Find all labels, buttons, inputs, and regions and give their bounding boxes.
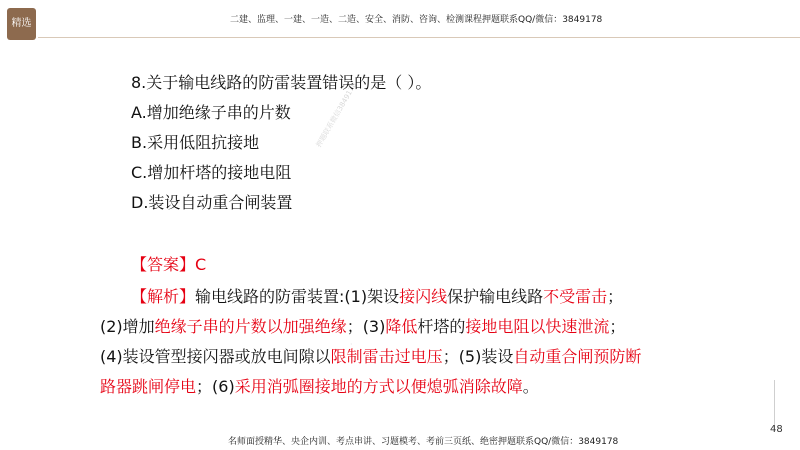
options-list — [131, 102, 292, 222]
analysis-text: ；(3) — [346, 317, 386, 336]
analysis-text: 保护输电线路 — [447, 287, 544, 306]
watermark-mark: · — [350, 340, 353, 349]
header-divider — [38, 37, 800, 38]
analysis-highlight: 接闪线 — [399, 287, 448, 306]
analysis-text: ；(5)装设 — [442, 347, 514, 366]
analysis-text: 。 — [522, 377, 539, 396]
option-d: D.装设自动重合闸装置 — [131, 193, 293, 212]
analysis-highlight: 不受雷击 — [543, 287, 608, 306]
header-contact-text: 二建、监理、一建、一造、二造、安全、消防、咨询、检测课程押题联系QQ/微信：3849178 — [230, 15, 603, 25]
analysis-text: 输电线路的防雷装置:(1)架设 — [195, 287, 400, 306]
answer-line: 【答案】C — [131, 255, 207, 274]
option-a: A.增加绝缘子串的片数 — [131, 103, 291, 122]
analysis-highlight: 限制雷击过电压 — [330, 347, 443, 366]
analysis-highlight: 降低 — [385, 317, 418, 336]
footer-contact-text: 名师面授精华、央企内训、考点串讲、习题模考、考前三页纸、绝密押题联系QQ/微信：3849178 — [228, 437, 619, 447]
option-c: C.增加杆塔的接地电阻 — [131, 163, 292, 182]
analysis-highlight: 采用消弧圈接地的方式以便熄弧消除故障 — [234, 377, 523, 396]
analysis-text: ；(6) — [196, 377, 235, 396]
analysis-paragraph — [100, 282, 645, 402]
watermark: 押题联系微信3849178 — [314, 81, 359, 149]
logo-badge: 精选 — [7, 8, 36, 40]
analysis-highlight: 接地电阻以快速泄流 — [465, 317, 610, 336]
analysis-text: ；(2)增加 — [100, 287, 624, 336]
page-number: 48 — [770, 424, 783, 435]
analysis-highlight: 绝缘子串的片数以加强绝缘 — [154, 317, 347, 336]
analysis-label: 【解析】 — [131, 287, 196, 306]
analysis-text: ；(4)装设管型接闪器或放电间隙以 — [100, 317, 626, 366]
analysis-text: 杆塔的 — [417, 317, 466, 336]
option-b: B.采用低阻抗接地 — [131, 133, 260, 152]
question-text: 8.关于输电线路的防雷装置错误的是（ ）。 — [131, 73, 432, 92]
analysis-highlight: 自动重合闸预防断路器跳闸停电 — [100, 347, 642, 396]
right-divider — [774, 380, 775, 430]
